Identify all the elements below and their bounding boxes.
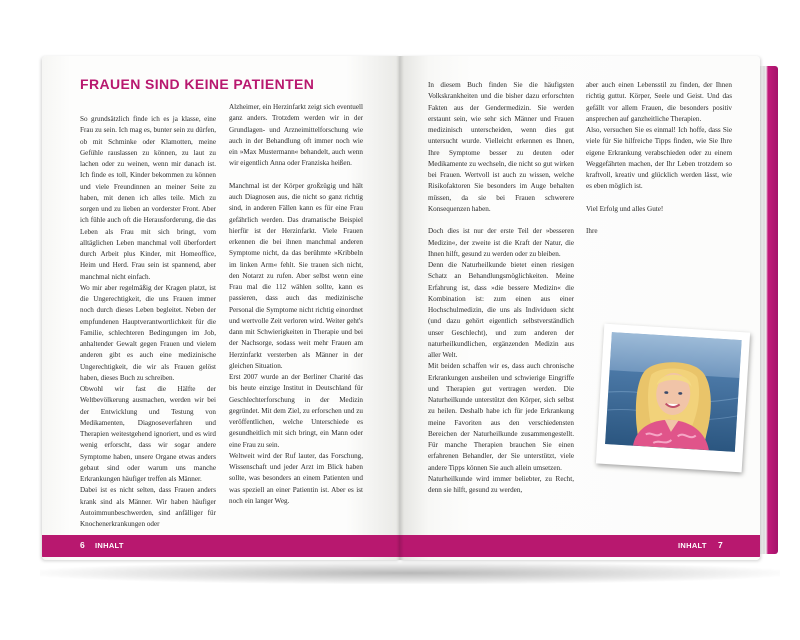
left-page-footer [42, 535, 400, 557]
paragraph: Erst 2007 wurde an der Berliner Charité das bis heute einzige Institut in Deutschland für Geschlechterforschung in der Medizin gegründet. Mit dem Ziel, zu erforschen und zu veröffentlichen, welche Unterschiede es gesundheitlich mit sich bringt, ein Mann oder eine Frau zu sein. [229, 373, 363, 449]
page-edge [758, 66, 778, 554]
paragraph: Also, versuchen Sie es einmal! Ich hoffe, dass Sie viele für Sie hilfreiche Tipps finden, wie Sie Ihre eigene Erkrankung verabschieden oder zu einem Weggefährten machen, der Ihr Leben trotzdem so kraftvoll, kreativ und glücklich werden lässt, wie es eben möglich ist. [586, 126, 732, 191]
paragraph: aber auch einen Lebensstil zu finden, der Ihnen richtig guttut. Körper, Seele und Geist. Und das gefällt vor allem Frauen, die besonders positiv ansprechen auf ganzheitliche Therapien. [586, 81, 732, 123]
paragraph: Mit beiden schaffen wir es, dass auch chronische Erkrankungen ausheilen und schwierige Eingriffe und Therapien gut vertragen werden. Die Naturheilkunde unterstützt den Körper, sich selbst zu heilen. Deshalb habe ich für jede Erkrankung meine Favoriten aus den verschiedensten Bereichen der Naturheilkunde zusammengestellt. Für manche Therapien brauchen Sie einen erfahrenen Behandler, der Sie unterstützt, viele andere Tipps können Sie auch allein umsetzen. [428, 362, 574, 472]
book-spine [396, 56, 404, 560]
portrait-illustration [605, 332, 742, 452]
right-page-column-2 [586, 80, 732, 238]
sign-off-label: Ihre [586, 227, 598, 236]
right-page-footer [400, 535, 760, 557]
paragraph: Dabei ist es nicht selten, dass Frauen anders krank sind als Männer. Wir haben häufiger Autoimmunbeschwerden, sind anfälliger für Knochenerkrankungen oder [80, 486, 216, 528]
closing-line: Viel Erfolg und alles Gute! [586, 204, 664, 213]
sign-off [586, 226, 732, 237]
paragraph: Doch dies ist nur der erste Teil der »besseren Medizin«, der zweite ist die Kraft der Natur, die Ihnen hilft, gesund zu werden oder zu bleiben. [428, 227, 574, 258]
footer-label[interactable]: INHALT [678, 541, 707, 550]
paragraph: Denn die Naturheilkunde bietet einen riesigen Schatz an Behandlungsmöglichkeiten. Meine Erfahrung ist, dass »die bessere Medizin« die Kombination ist: zum einen aus einer Hochschulmedizin, die uns als Individuen sicht (und dazu gehört eigentlich selbstverständlich unser Geschlecht), und zum anderen der naturheilkundlichen, ergänzenden Medizin aus aller Welt. [428, 261, 574, 359]
footer-label[interactable]: INHALT [95, 541, 124, 550]
paragraph: Weltweit wird der Ruf lauter, das Forschung, Wissenschaft und jeder Arzt im Blick haben sollte, was besonders an einem Patienten und was speziell an einer Patientin ist. Aber es ist noch ein langer Weg. [229, 451, 363, 505]
chapter-heading: FRAUEN SIND KEINE PATIENTEN [80, 76, 315, 92]
left-page-column-2 [229, 102, 363, 507]
paragraph: So grundsätzlich finde ich es ja klasse, eine Frau zu sein. Ich mag es, bunter sein zu dürfen, ob mit Schminke oder Klamotten, meine Gefühle rauslassen zu können, zu laut zu lachen oder zu weinen, wenn mir danach ist. Ich finde es toll, Kinder bekommen zu können und viele Freundinnen an meiner Seite zu haben, mit denen ich alles teile. Mich zu sorgen und zu lieben an vorderster Front. Aber ich fühle auch oft die Herausforderung, die das Leben als Frau mit sich bringt, vom alltäglichen Leben manchmal voll überfordert durch Arbeit plus Kinder, mit Homeoffice, Heim und Herd. Frau sein ist spannend, aber manchmal nicht einfach. [80, 115, 216, 281]
paragraph: Naturheilkunde wird immer beliebter, zu Recht, denn sie hilft, gesund zu werden, [428, 474, 574, 494]
paragraph: Wo mir aber regelmäßig der Kragen platzt, ist die Ungerechtigkeit, die uns Frauen immer noch durch dieses Leben begleitet. Neben der empfundenen Hauptverantwortlichkeit für die Familie, schlechteren Bedingungen im Job, anhaltender Gewalt gegen Frauen und vielem anderen gibt es auch eine medizinische Ungerechtigkeit, die wir als Frauen gelöst haben, dieses Buch zu schreiben. [80, 283, 216, 382]
paragraph: Manchmal ist der Körper großzügig und hält auch Diagnosen aus, die nicht so ganz richtig sind, in anderen Fällen kann es für eine Frau gefährlich werden. Das dramatische Beispiel hierfür ist der Herzinfarkt. Viele Frauen erkennen die bei ihnen manchmal anderen Symptome nicht, da das berühmte »Kribbeln im linken Arm« fehlt. Sie trauen sich nicht, den Notarzt zu rufen. Aber selbst wenn eine Frau mal die 112 wählen sollte, kann es passieren, dass auch das medizinische Personal die Symptome nicht richtig einordnet und wertvolle Zeit verloren wird. Weiter geht's dann mit Schwierigkeiten in Therapie und bei der Nachsorge, sodass weit mehr Frauen am Herzinfarkt versterben als Männer in der gleichen Situation. [229, 181, 363, 370]
polaroid-frame [596, 324, 750, 473]
right-page [400, 56, 760, 560]
right-page-column-1 [428, 80, 574, 496]
paragraph: Obwohl wir fast die Hälfte der Weltbevölkerung ausmachen, werden wir bei der Entwicklung und Testung von Medikamenten, Diagnoseverfahren und Therapien weitestgehend ignoriert, und es wird wenig erforscht, dass wir sogar andere Symptome haben, unsere Organe etwas anders gebaut sind oder warum uns manche Erkrankungen häufiger treffen als Männer. [80, 385, 216, 483]
left-page [42, 56, 400, 560]
paragraph: In diesem Buch finden Sie die häufigsten Volkskrankheiten und die bisher dazu erforschten Fakten aus der Gendermedizin. Sie werden erstaunt sein, wie sehr sich Männer und Frauen medizinisch unterscheiden, wenn dies gut untersucht wurde. Vielleicht erkennen es Ihnen, Ihre Symptome besser zu deuten oder Medikamente zu wechseln, die nicht so gut wirken bei Frauen. Wertvoll ist auch zu wissen, welche Risikofaktoren Sie besonders im Auge behalten müssen, da sie bei Frauen schwerere Konsequenzen haben. [428, 81, 574, 213]
left-page-column-1 [80, 114, 216, 530]
portrait-photo [605, 332, 742, 452]
book-shadow [40, 562, 780, 584]
paragraph: Alzheimer, ein Herzinfarkt zeigt sich eventuell ganz anders. Trotzdem werden wir in der Grundlagen- und Arzneimittelforschung wie auch in der Behandlung oft immer noch wie ein »Max Mustermann« behandelt, auch wenn wir eigentlich Anna oder Franziska heißen. [229, 103, 363, 168]
page-number: 7 [718, 540, 724, 550]
page-number: 6 [80, 540, 86, 550]
